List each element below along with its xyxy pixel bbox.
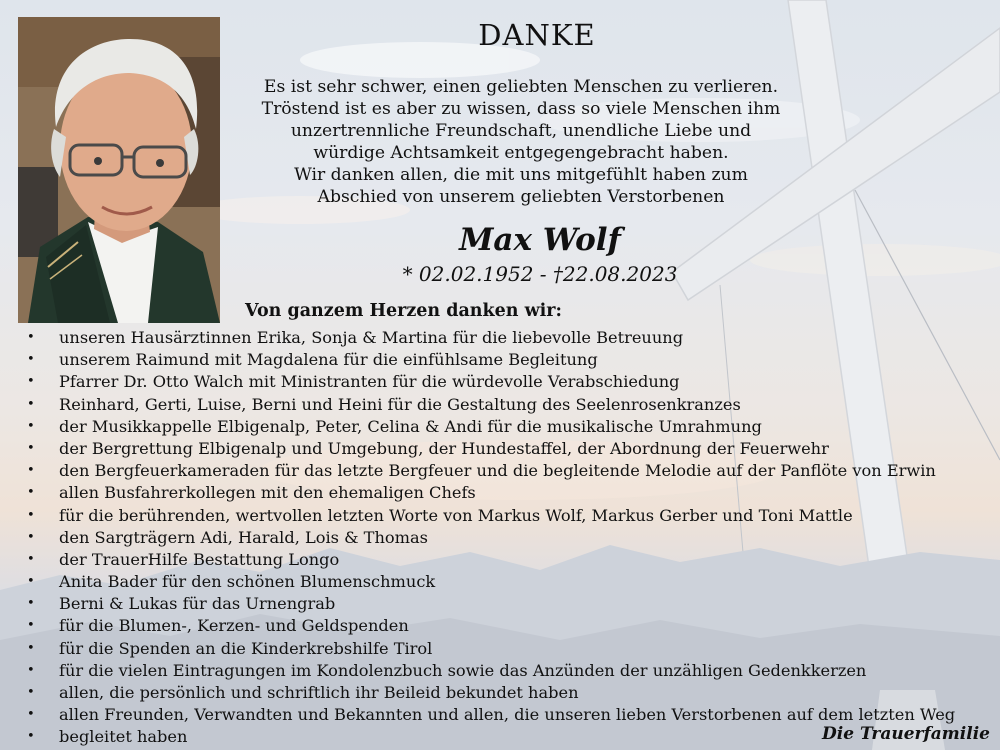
list-item-text: den Sargträgern Adi, Harald, Lois & Thomas bbox=[59, 527, 428, 547]
bullet-icon: • bbox=[27, 463, 35, 479]
card-title: DANKE bbox=[478, 18, 596, 52]
poem-line: Tröstend ist es aber zu wissen, dass so viele Menschen ihm bbox=[261, 99, 781, 119]
list-item-text: allen Busfahrerkollegen mit den ehemaligen Chefs bbox=[59, 483, 476, 503]
list-item bbox=[0, 726, 955, 748]
poem-line: würdige Achtsamkeit entgegengebracht haben. bbox=[313, 143, 729, 163]
bullet-icon: • bbox=[27, 396, 35, 412]
list-item-text: allen Freunden, Verwandten und Bekannten und allen, die unseren lieben Verstorbenen auf dem letzten Weg bbox=[59, 705, 956, 725]
list-item bbox=[0, 505, 955, 527]
list-item-text: für die vielen Eintragungen im Kondolenzbuch sowie das Anzünden der unzähligen Gedenkkerzen bbox=[59, 660, 867, 680]
bullet-icon: • bbox=[27, 374, 35, 390]
list-item bbox=[0, 571, 955, 593]
list-item-text: Berni & Lukas für das Urnengrab bbox=[59, 594, 336, 614]
bullet-icon: • bbox=[27, 574, 35, 590]
list-item-text: für die Blumen-, Kerzen- und Geldspenden bbox=[59, 616, 409, 636]
list-item-text: begleitet haben bbox=[59, 727, 188, 747]
list-item bbox=[0, 615, 955, 637]
list-item bbox=[0, 682, 955, 704]
bullet-icon: • bbox=[27, 729, 35, 745]
list-item bbox=[0, 371, 955, 393]
list-item-text: Anita Bader für den schönen Blumenschmuck bbox=[59, 572, 436, 592]
list-item bbox=[0, 349, 955, 371]
deceased-name: Max Wolf bbox=[459, 222, 621, 258]
list-item-text: der Bergrettung Elbigenalp und Umgebung, der Hundestaffel, der Abordnung der Feuerwehr bbox=[59, 438, 829, 458]
list-item bbox=[0, 660, 955, 682]
list-item-text: unserem Raimund mit Magdalena für die einfühlsame Begleitung bbox=[59, 350, 598, 370]
list-item-text: allen, die persönlich und schriftlich ihr Beileid bekundet haben bbox=[59, 683, 579, 702]
list-item bbox=[0, 704, 955, 726]
list-item-text: unseren Hausärztinnen Erika, Sonja & Martina für die liebevolle Betreuung bbox=[59, 328, 684, 347]
bullet-icon: • bbox=[27, 352, 35, 368]
poem-line: Abschied von unserem geliebten Verstorbenen bbox=[317, 187, 725, 207]
list-item-text: Reinhard, Gerti, Luise, Berni und Heini für die Gestaltung des Seelenrosenkranzes bbox=[59, 394, 741, 414]
list-item-text: den Bergfeuerkameraden für das letzte Bergfeuer und die begleitende Melodie auf der Panflöte von Erwin bbox=[59, 461, 936, 481]
bullet-icon: • bbox=[27, 662, 35, 678]
bullet-icon: • bbox=[27, 551, 35, 567]
poem-line: unzertrennliche Freundschaft, unendliche Liebe und bbox=[290, 121, 752, 141]
condolence-poem bbox=[216, 76, 826, 208]
list-item-text: Pfarrer Dr. Otto Walch mit Ministranten für die würdevolle Verabschiedung bbox=[59, 372, 680, 392]
list-item bbox=[0, 460, 955, 482]
bullet-icon: • bbox=[27, 330, 35, 345]
bullet-icon: • bbox=[27, 485, 35, 501]
bullet-icon: • bbox=[27, 685, 35, 700]
list-item bbox=[0, 327, 955, 349]
signature: Die Trauerfamilie bbox=[822, 724, 990, 744]
life-dates: * 02.02.1952 - †22.08.2023 bbox=[402, 262, 678, 286]
list-item bbox=[0, 527, 955, 549]
list-item-text: für die Spenden an die Kinderkrebshilfe Tirol bbox=[59, 638, 433, 658]
bullet-icon: • bbox=[27, 640, 35, 656]
bullet-icon: • bbox=[27, 596, 35, 612]
list-item bbox=[0, 593, 955, 615]
list-item bbox=[0, 394, 955, 416]
poem-line: Wir danken allen, die mit uns mitgefühlt haben zum bbox=[294, 165, 748, 185]
poem-line: Es ist sehr schwer, einen geliebten Menschen zu verlieren. bbox=[263, 77, 779, 97]
list-item bbox=[0, 638, 955, 660]
bullet-icon: • bbox=[27, 529, 35, 545]
list-item bbox=[0, 549, 955, 571]
thanks-list bbox=[0, 327, 955, 749]
list-item bbox=[0, 416, 955, 438]
list-item bbox=[0, 482, 955, 504]
bullet-icon: • bbox=[27, 507, 35, 523]
list-item-text: der Musikkappelle Elbigenalp, Peter, Celina & Andi für die musikalische Umrahmung bbox=[59, 416, 762, 436]
list-item-text: für die berührenden, wertvollen letzten Worte von Markus Wolf, Markus Gerber und Toni Mattle bbox=[59, 505, 853, 525]
list-item-text: der TrauerHilfe Bestattung Longo bbox=[59, 549, 340, 569]
bullet-icon: • bbox=[27, 418, 35, 434]
thanks-heading: Von ganzem Herzen danken wir: bbox=[245, 301, 562, 321]
bullet-icon: • bbox=[27, 440, 35, 456]
bullet-icon: • bbox=[27, 618, 35, 634]
bullet-icon: • bbox=[27, 707, 35, 723]
list-item bbox=[0, 438, 955, 460]
